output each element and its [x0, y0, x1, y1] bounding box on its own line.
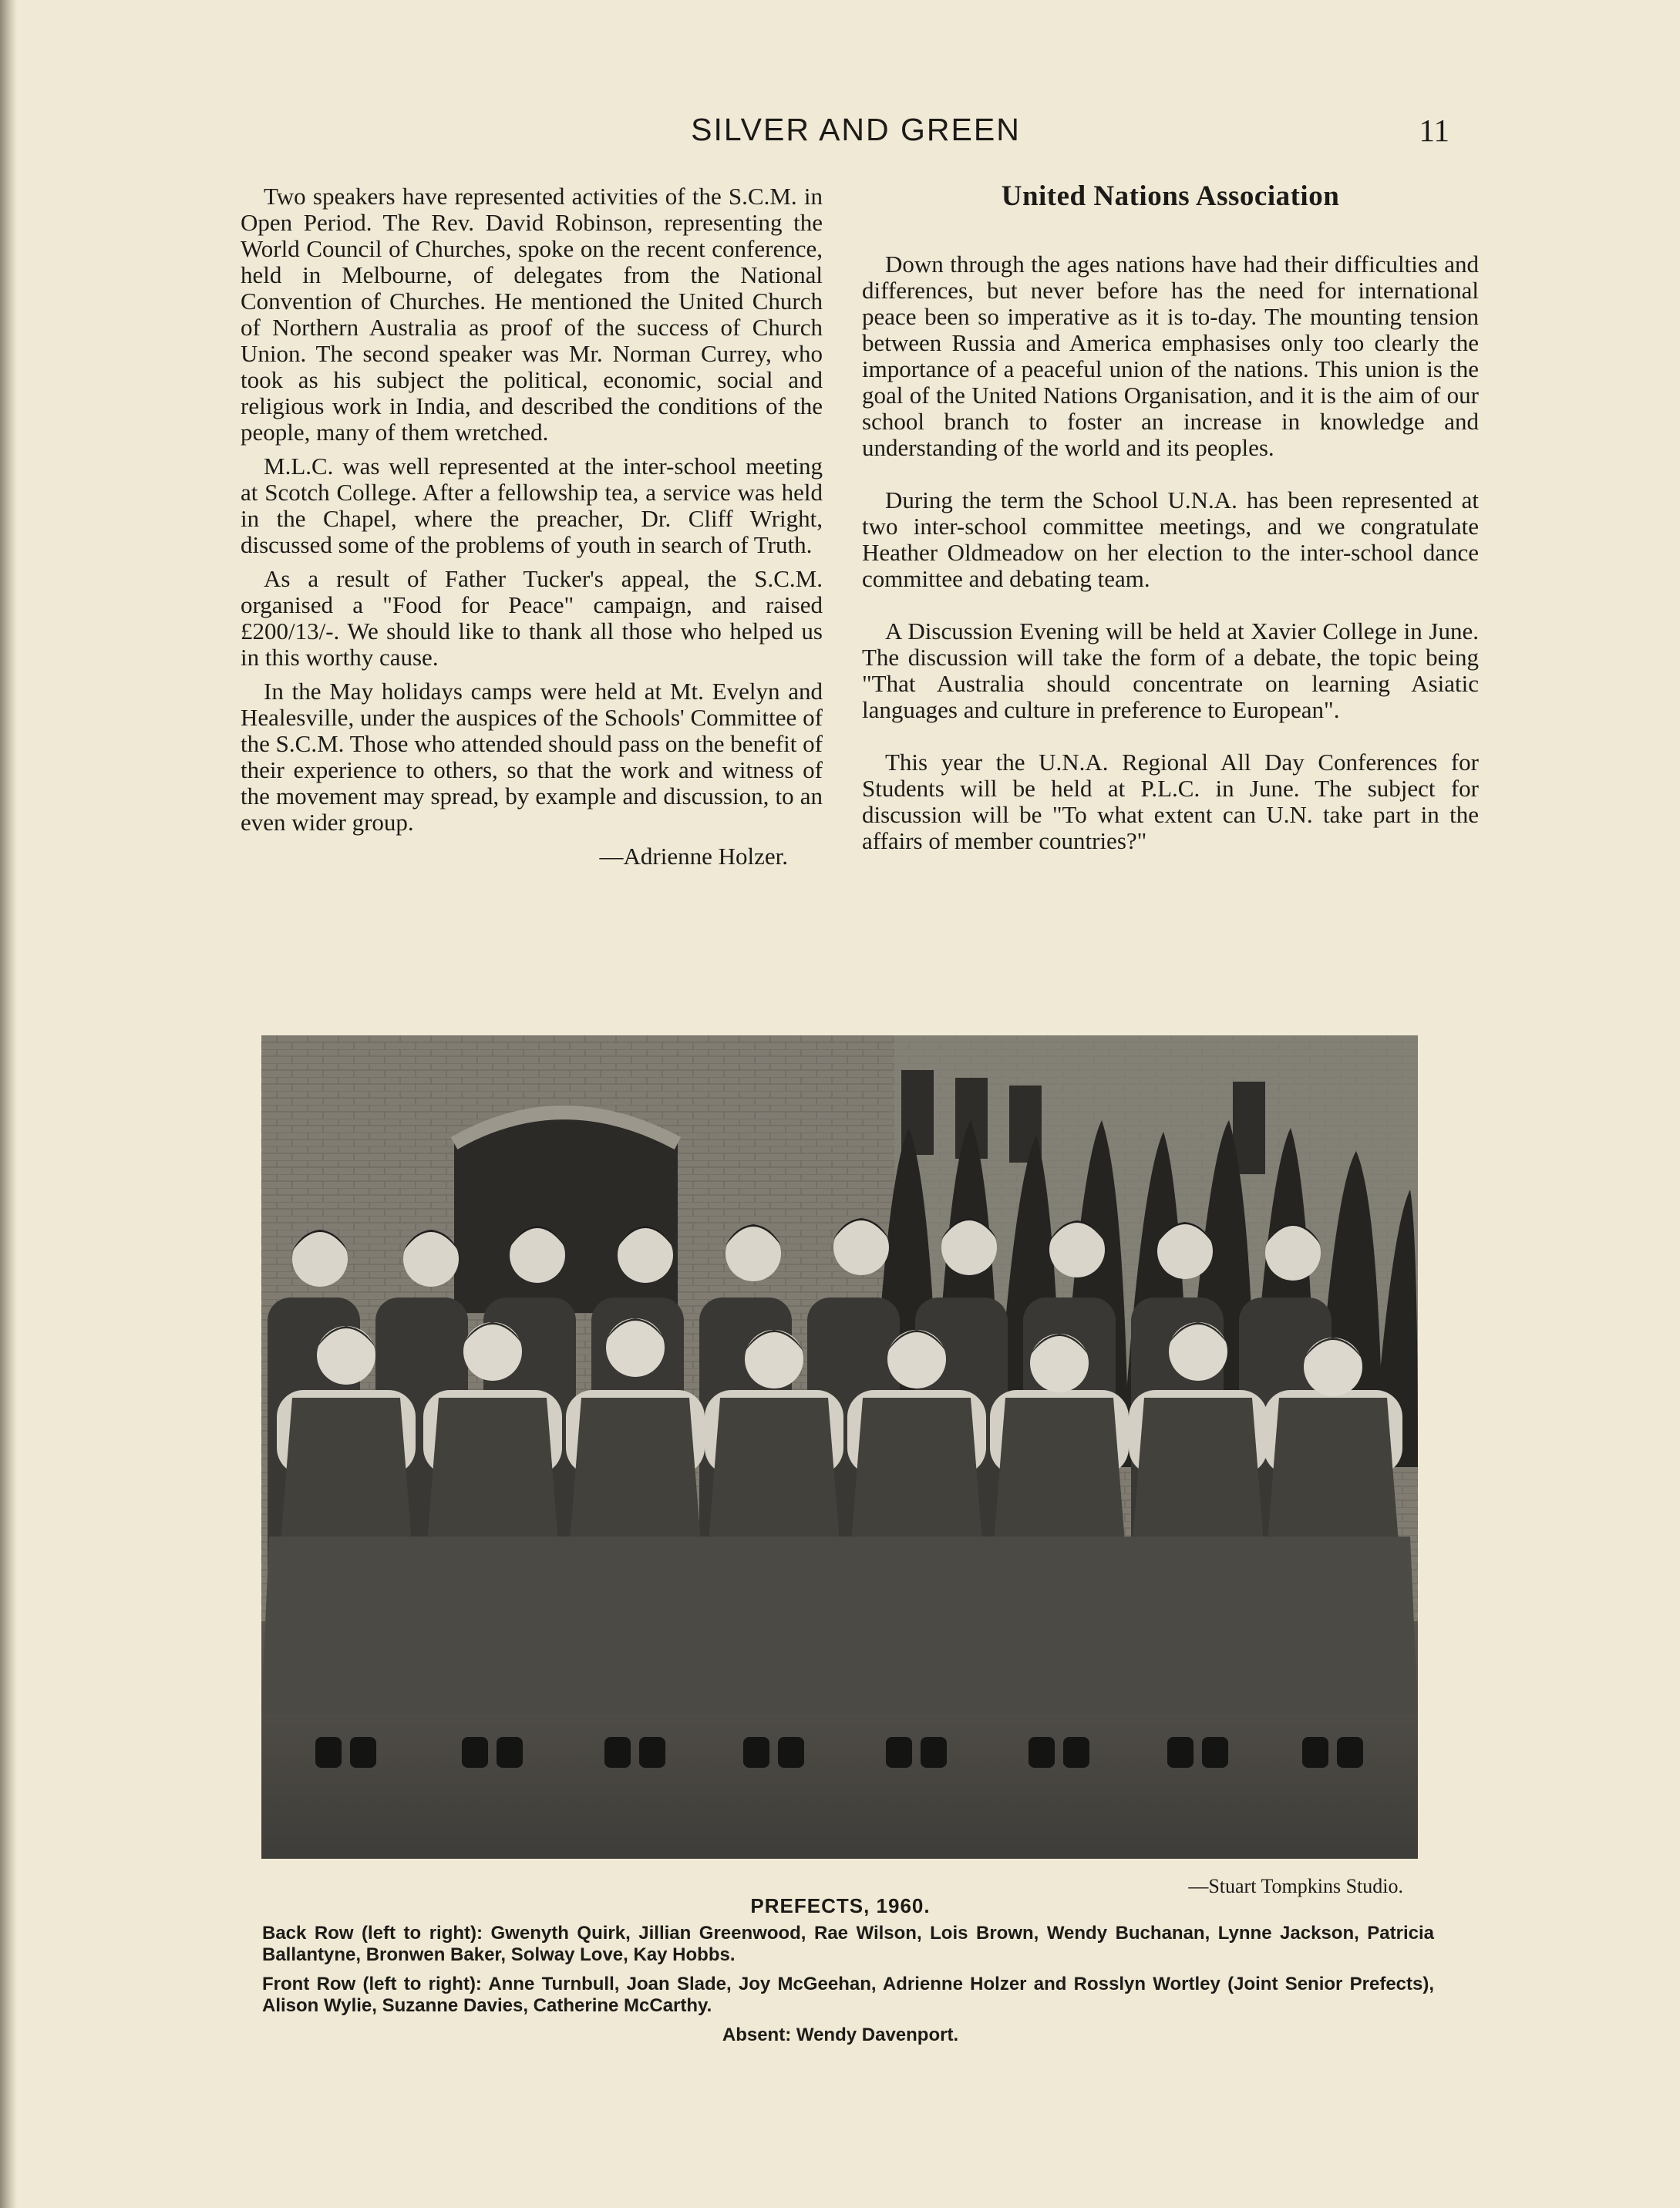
back-row-names: Gwenyth Quirk, Jillian Greenwood, Rae Wilson, Lois Brown, Wendy Buchanan, Lynne Jackson, Patricia Ballantyne, Bronwen Baker, Solway Love, Kay Hobbs. — [262, 1923, 1435, 1965]
una-paragraph-4: This year the U.N.A. Regional All Day Conferences for Students will be held at P.L.C. in June. The subject for discussion will be "To what extent can U.N. take part in the affairs of member countries?" — [862, 749, 1479, 854]
scm-paragraph-2: M.L.C. was well represented at the inter-school meeting at Scotch College. After a fellowship tea, a service was held in the Chapel, where the preacher, Dr. Cliff Wright, discussed some of the problems of youth in search of Truth. — [241, 453, 823, 558]
front-row-names: Anne Turnbull, Joan Slade, Joy McGeehan, Adrienne Holzer and Rosslyn Wortley (Joint Senior Prefects), Alison Wylie, Suzanne Davies, Catherine McCarthy. — [262, 1974, 1435, 2016]
page-number: 11 — [1419, 113, 1449, 148]
scm-article — [241, 183, 823, 877]
scm-signature: —Adrienne Holzer. — [599, 843, 788, 870]
front-row-label: Front Row (left to right): — [262, 1974, 482, 1994]
una-paragraph-3: A Discussion Evening will be held at Xavier College in June. The discussion will take the form of a debate, the topic being "That Australia should concentrate on learning Asiatic languages and culture in preference to European". — [862, 618, 1479, 723]
page-binding-edge — [0, 0, 17, 2208]
running-header — [262, 112, 1449, 158]
prefects-group-photo — [261, 1035, 1418, 1859]
publication-title: SILVER AND GREEN — [691, 112, 1021, 147]
photo-credit: —Stuart Tompkins Studio. — [1188, 1875, 1403, 1897]
scm-paragraph-3: As a result of Father Tucker's appeal, the S.C.M. organised a "Food for Peace" campaign, and raised £200/13/-. We should like to thank all those who helped us in this worthy cause. — [241, 565, 823, 671]
caption-back-row — [247, 1923, 1434, 1966]
una-paragraph-1: Down through the ages nations have had their difficulties and differences, but never before has the need for international peace been so imperative as it is to-day. The mounting tension between Russia and America emphasises only too clearly the importance of a peaceful union of the nations. This union is the goal of the United Nations Organisation, and it is the aim of our school branch to foster an increase in knowledge and understanding of the world and its peoples. — [862, 251, 1479, 461]
caption-front-row — [247, 1974, 1434, 2017]
una-heading: United Nations Association — [1001, 180, 1340, 212]
caption-absent: Absent: Wendy Davenport. — [722, 2025, 959, 2045]
back-row-label: Back Row (left to right): — [262, 1923, 483, 1944]
una-article — [862, 180, 1479, 880]
photo-caption — [247, 1895, 1434, 2046]
una-paragraph-2: During the term the School U.N.A. has been represented at two inter-school committee meetings, and we congratulate Heather Oldmeadow on her election to the inter-school dance committee and debating team. — [862, 486, 1479, 592]
scm-paragraph-4: In the May holidays camps were held at Mt. Evelyn and Healesville, under the auspices of the Schools' Committee of the S.C.M. Those who attended should pass on the benefit of their experience to others, so that the work and witness of the movement may spread, by example and discussion, to an even wider group. — [241, 678, 823, 836]
scm-paragraph-1: Two speakers have represented activities of the S.C.M. in Open Period. The Rev. David Robinson, representing the World Council of Churches, spoke on the recent conference, held in Melbourne, of delegates from the National Convention of Churches. He mentioned the United Church of Northern Australia as proof of the success of Church Union. The second speaker was Mr. Norman Currey, who took as his subject the political, economic, social and religious work in India, and described the conditions of the people, many of them wretched. — [241, 183, 823, 446]
caption-title: PREFECTS, 1960. — [750, 1894, 931, 1917]
